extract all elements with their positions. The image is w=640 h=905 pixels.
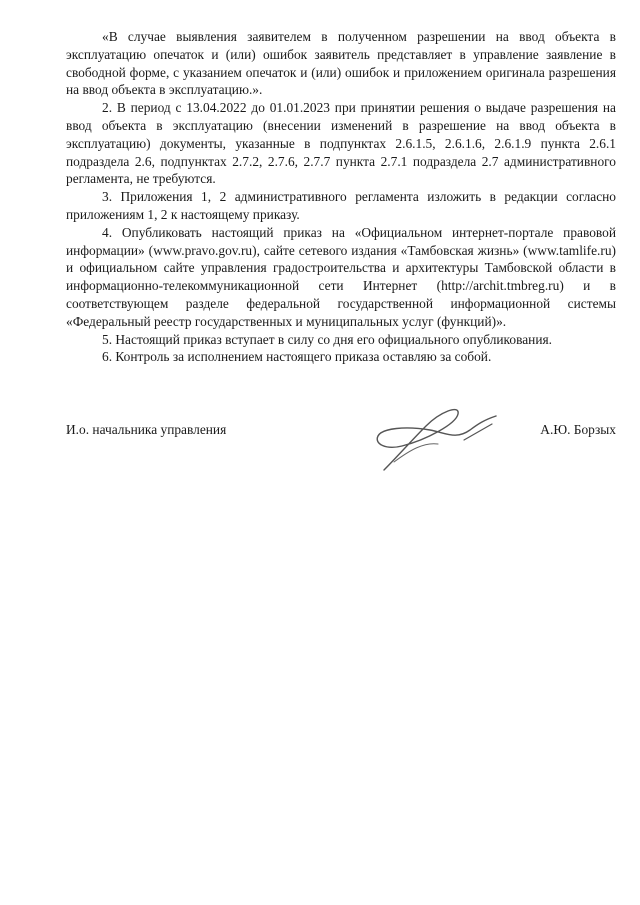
handwritten-signature: [366, 400, 506, 478]
signatory-name: А.Ю. Борзых: [540, 422, 616, 437]
paragraph-item-4: 4. Опубликовать настоящий приказ на «Официальном интернет-портале правовой информации» (www.pravo.gov.ru), сайте сетевого издания «Тамбовская жизнь» (www.tamlife.ru) и официальном сайте управления градостроительства и архитектуры Тамбовской области в информационно-телекоммуникационной сети Интернет (http://archit.tmbreg.ru) и в соответствующем разделе федеральной государственной информационной системы «Федеральный реестр государственных и муниципальных услуг (функций)».: [66, 224, 616, 329]
signatory-title: И.о. начальника управления: [66, 422, 227, 437]
signature-block: [66, 400, 616, 480]
paragraph-item-3: 3. Приложения 1, 2 административного регламента изложить в редакции согласно приложениям 1, 2 к настоящему приказу.: [66, 189, 616, 222]
paragraph-opening-quote: «В случае выявления заявителем в полученном разрешении на ввод объекта в эксплуатацию опечаток и (или) ошибок заявитель представляет в управление заявление в свободной форме, с указанием опечаток и (или) ошибок и приложением оригинала разрешения на ввод объекта в эксплуатацию.».: [66, 29, 616, 98]
paragraph-item-5: 5. Настоящий приказ вступает в силу со дня его официального опубликования.: [102, 331, 552, 347]
document-body: [66, 28, 616, 366]
paragraph-item-6: 6. Контроль за исполнением настоящего приказа оставляю за собой.: [102, 349, 492, 365]
paragraph-item-2: 2. В период с 13.04.2022 до 01.01.2023 при принятии решения о выдаче разрешения на ввод объекта в эксплуатацию (внесении изменений в разрешение на ввод объекта в эксплуатацию) документы, указанные в подпунктах 2.6.1.5, 2.6.1.6, 2.6.1.9 пункта 2.6.1 подраздела 2.6, подпунктах 2.7.2, 2.7.6, 2.7.7 пункта 2.7.1 подраздела 2.7 административного регламента, не требуются.: [66, 100, 616, 187]
